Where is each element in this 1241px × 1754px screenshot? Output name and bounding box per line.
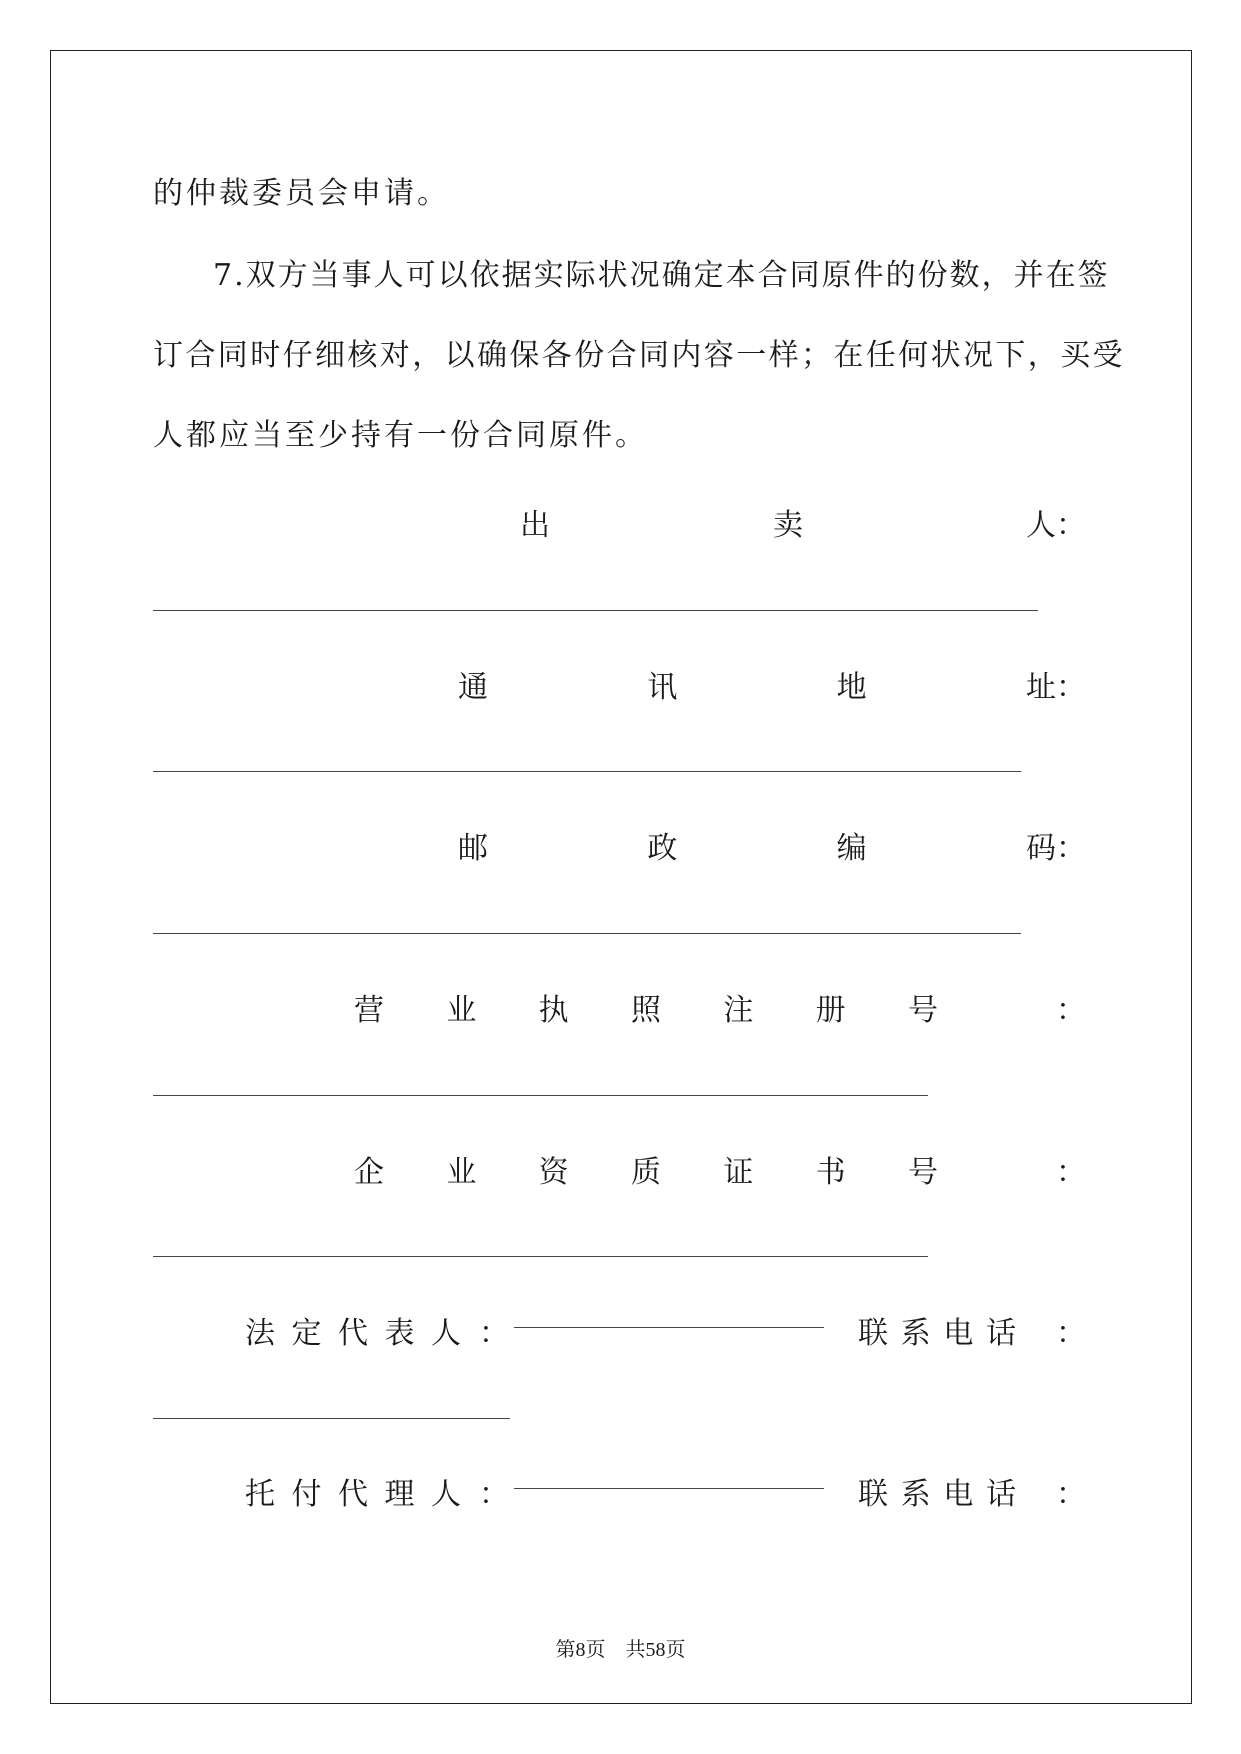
address-char-4: 址 xyxy=(1025,670,1056,705)
license-char-1: 营 xyxy=(354,993,384,1028)
legal-rep-phone-char-4: 话 xyxy=(985,1316,1016,1351)
qualification-char-6: 书 xyxy=(815,1155,846,1190)
paragraph-line-2: 7.双方当事人可以依据实际状况确定本合同原件的份数，并在签 xyxy=(213,258,1110,293)
address-colon: ： xyxy=(1056,670,1086,705)
legal-rep-label-chars xyxy=(245,1308,461,1352)
qualification-char-5: 证 xyxy=(723,1155,754,1190)
agent-phone-char-4: 话 xyxy=(985,1477,1016,1512)
agent-label-chars xyxy=(245,1469,461,1513)
address-input-line[interactable] xyxy=(153,771,1021,772)
license-input-line[interactable] xyxy=(153,1095,928,1096)
postcode-label-chars xyxy=(458,823,1056,867)
agent-phone-char-2: 系 xyxy=(900,1477,931,1512)
agent-phone-char-3: 电 xyxy=(943,1477,974,1512)
seller-colon: ： xyxy=(1056,508,1086,543)
agent-phone-char-1: 联 xyxy=(858,1477,888,1512)
agent-char-5: 人 xyxy=(431,1477,461,1512)
legal-rep-phone-char-3: 电 xyxy=(943,1316,974,1351)
postcode-field-label xyxy=(153,823,1093,867)
qualification-char-4: 质 xyxy=(630,1155,661,1190)
legal-rep-input-line[interactable] xyxy=(514,1327,824,1328)
address-char-2: 讯 xyxy=(647,670,678,705)
legal-rep-phone-label-chars xyxy=(858,1308,1016,1352)
license-char-7: 号 xyxy=(907,993,938,1028)
license-char-2: 业 xyxy=(446,993,477,1028)
address-field-label xyxy=(153,662,1093,706)
agent-phone-colon: ： xyxy=(1056,1477,1086,1512)
qualification-field-label xyxy=(153,1147,1093,1191)
qualification-char-1: 企 xyxy=(354,1155,384,1190)
seller-input-line[interactable] xyxy=(153,610,1038,611)
seller-char-1: 出 xyxy=(520,508,550,543)
legal-rep-char-1: 法 xyxy=(245,1316,275,1351)
postcode-char-3: 编 xyxy=(836,831,867,866)
license-label-chars xyxy=(354,985,938,1029)
paragraph-line-3: 订合同时仔细核对，以确保各份合同内容一样；在任何状况下，买受 xyxy=(153,338,1125,373)
address-label-chars xyxy=(458,662,1056,706)
license-char-5: 注 xyxy=(723,993,754,1028)
postcode-input-line[interactable] xyxy=(153,933,1021,934)
legal-rep-char-5: 人 xyxy=(431,1316,461,1351)
qualification-char-2: 业 xyxy=(446,1155,477,1190)
page-border xyxy=(50,50,1192,1704)
seller-char-2: 卖 xyxy=(773,508,803,543)
license-char-3: 执 xyxy=(538,993,569,1028)
postcode-char-1: 邮 xyxy=(458,831,488,866)
qualification-char-7: 号 xyxy=(907,1155,938,1190)
qualification-label-chars xyxy=(354,1147,938,1191)
legal-rep-char-3: 代 xyxy=(338,1316,368,1351)
qualification-input-line[interactable] xyxy=(153,1256,928,1257)
legal-rep-row xyxy=(153,1308,1093,1352)
seller-label-chars xyxy=(520,500,1056,544)
legal-rep-char-2: 定 xyxy=(291,1316,322,1351)
postcode-colon: ： xyxy=(1056,831,1086,866)
legal-rep-char-4: 表 xyxy=(384,1316,415,1351)
agent-char-3: 代 xyxy=(338,1477,368,1512)
agent-input-line[interactable] xyxy=(514,1488,824,1489)
postcode-char-4: 码 xyxy=(1025,831,1056,866)
paragraph-line-4: 人都应当至少持有一份合同原件。 xyxy=(153,418,648,453)
license-char-6: 册 xyxy=(815,993,846,1028)
qualification-char-3: 资 xyxy=(538,1155,569,1190)
postcode-char-2: 政 xyxy=(647,831,678,866)
agent-char-2: 付 xyxy=(291,1477,322,1512)
legal-rep-phone-char-1: 联 xyxy=(858,1316,888,1351)
legal-rep-colon: ： xyxy=(479,1316,509,1351)
qualification-colon: ： xyxy=(1056,1155,1086,1190)
agent-char-1: 托 xyxy=(245,1477,275,1512)
page-number-footer: 第8页 共58页 xyxy=(555,1639,686,1661)
legal-rep-phone-char-2: 系 xyxy=(900,1316,931,1351)
address-char-1: 通 xyxy=(458,670,488,705)
seller-field-label xyxy=(153,500,1093,544)
agent-phone-label-chars xyxy=(858,1469,1016,1513)
agent-row xyxy=(153,1469,1093,1513)
paragraph-line-1: 的仲裁委员会申请。 xyxy=(153,176,450,211)
agent-colon: ： xyxy=(479,1477,509,1512)
license-char-4: 照 xyxy=(630,993,661,1028)
legal-rep-phone-colon: ： xyxy=(1056,1316,1086,1351)
address-char-3: 地 xyxy=(836,670,867,705)
license-colon: ： xyxy=(1056,993,1086,1028)
seller-char-3: 人 xyxy=(1026,508,1056,543)
agent-char-4: 理 xyxy=(384,1477,415,1512)
license-field-label xyxy=(153,985,1093,1029)
legal-rep-phone-input-line[interactable] xyxy=(153,1418,510,1419)
